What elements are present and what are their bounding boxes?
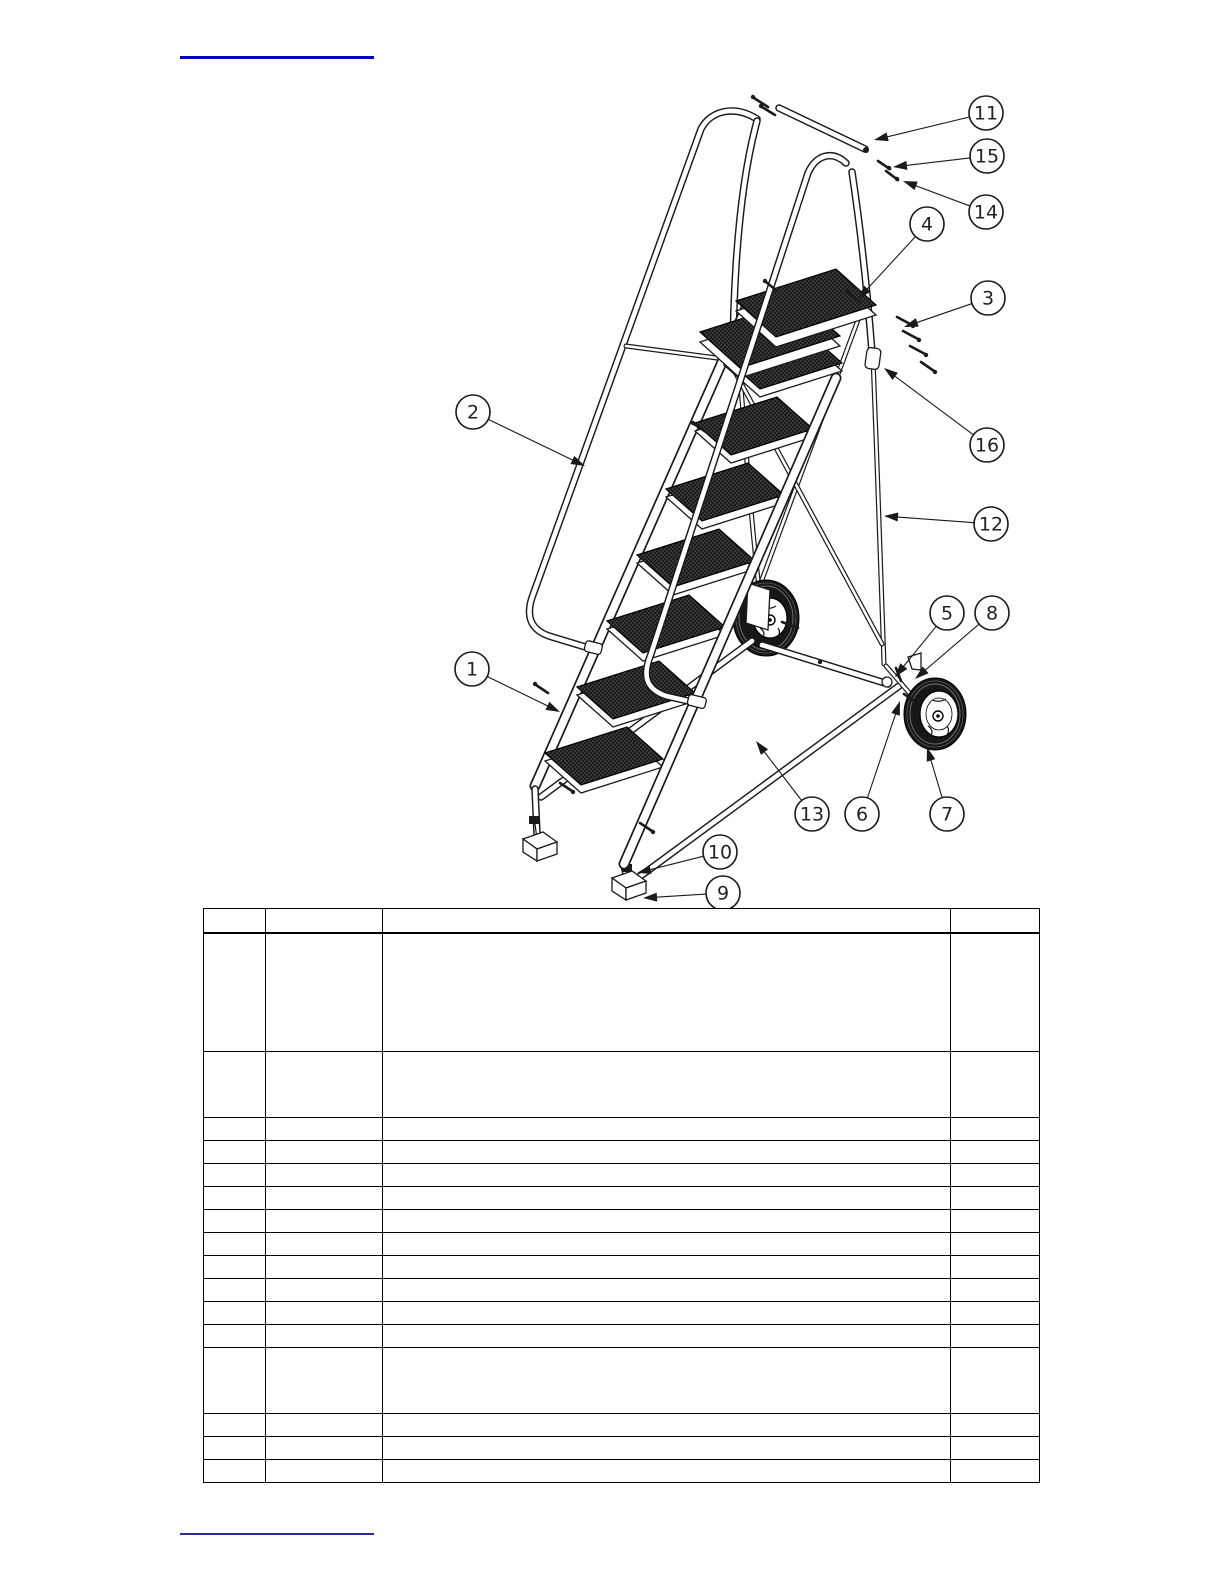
top-platform — [700, 269, 876, 378]
callout-number: 9 — [716, 882, 730, 905]
table-cell — [383, 1052, 951, 1118]
callout-7 — [927, 747, 964, 831]
callout-arrowhead — [874, 132, 889, 141]
step-tread — [666, 463, 784, 529]
callout-leader-line — [891, 373, 973, 434]
table-cell — [204, 1052, 266, 1118]
table-cell — [951, 1325, 1040, 1348]
table-cell — [204, 1348, 266, 1414]
table-header-cell — [383, 909, 951, 933]
table-row — [204, 1233, 1040, 1256]
table-row — [204, 1437, 1040, 1460]
table-cell — [383, 1187, 951, 1210]
table-cell — [266, 1164, 383, 1187]
table-cell — [204, 1437, 266, 1460]
callout-number: 16 — [974, 434, 1000, 457]
table-cell — [951, 1233, 1040, 1256]
table-cell — [266, 1302, 383, 1325]
link-underline-bottom[interactable] — [180, 1533, 374, 1535]
callout-number: 3 — [981, 287, 995, 310]
top-handrail-bar — [779, 108, 869, 153]
callout-number: 1 — [465, 658, 479, 681]
table-cell — [383, 1233, 951, 1256]
table-cell — [951, 1279, 1040, 1302]
callout-leader-line — [893, 517, 974, 523]
table-cell — [204, 1141, 266, 1164]
callout-number: 5 — [940, 602, 954, 625]
table-cell — [266, 1210, 383, 1233]
callout-leader-line — [883, 117, 970, 138]
table-cell — [266, 1052, 383, 1118]
callout-arrowhead — [637, 865, 652, 874]
wheel-bracket — [746, 583, 770, 630]
table-cell — [383, 1437, 951, 1460]
table-cell — [951, 1164, 1040, 1187]
table-cell — [951, 1141, 1040, 1164]
callout-leader-line — [902, 158, 970, 166]
table-cell — [383, 1256, 951, 1279]
callout-number: 13 — [799, 803, 825, 826]
step-treads — [545, 331, 842, 793]
table-cell — [266, 1279, 383, 1302]
axle-flag-bracket — [908, 653, 921, 670]
table-header-cell — [266, 909, 383, 933]
callout-number: 6 — [855, 803, 869, 826]
table-cell — [204, 1279, 266, 1302]
table-cell — [266, 1141, 383, 1164]
table-cell — [266, 1256, 383, 1279]
callout-arrowhead — [884, 513, 898, 522]
table-cell — [383, 1210, 951, 1233]
callout-15 — [893, 139, 1004, 173]
table-cell — [951, 1460, 1040, 1483]
table-cell — [266, 933, 383, 1052]
table-header-row — [204, 909, 1040, 933]
table-row — [204, 1302, 1040, 1325]
table-cell — [383, 1279, 951, 1302]
table-row — [204, 1052, 1040, 1118]
post-clamp-16 — [865, 347, 882, 370]
table-cell — [951, 1302, 1040, 1325]
callout-11 — [874, 96, 1003, 141]
table-row — [204, 1348, 1040, 1414]
table-cell — [951, 1256, 1040, 1279]
table-cell — [951, 1437, 1040, 1460]
table-cell — [951, 933, 1040, 1052]
callout-leader-line — [930, 756, 943, 798]
parts-table — [203, 908, 1040, 1483]
callout-arrowhead — [903, 181, 918, 190]
table-row — [204, 1256, 1040, 1279]
table-row — [204, 1210, 1040, 1233]
callout-number: 15 — [974, 145, 1000, 168]
callout-number: 7 — [940, 803, 954, 826]
callout-arrowhead — [884, 368, 898, 380]
callout-12 — [884, 507, 1008, 541]
table-cell — [383, 933, 951, 1052]
callout-leader-line — [922, 624, 979, 673]
callout-leader-line — [487, 676, 552, 708]
table-row — [204, 1279, 1040, 1302]
callout-2 — [456, 395, 585, 466]
table-cell — [951, 1414, 1040, 1437]
table-row — [204, 1325, 1040, 1348]
callout-arrowhead — [756, 741, 768, 755]
table-cell — [204, 1118, 266, 1141]
callout-number: 12 — [978, 513, 1004, 536]
table-cell — [951, 1052, 1040, 1118]
step-tread — [637, 529, 755, 595]
table-cell — [204, 1164, 266, 1187]
table-cell — [266, 1118, 383, 1141]
table-cell — [204, 1460, 266, 1483]
callout-number: 4 — [920, 213, 934, 236]
table-cell — [266, 1414, 383, 1437]
callout-leader-line — [761, 748, 801, 800]
table-cell — [204, 1210, 266, 1233]
callout-number: 10 — [707, 841, 733, 864]
table-cell — [204, 1414, 266, 1437]
callout-arrowhead — [891, 701, 900, 716]
table-cell — [266, 1437, 383, 1460]
table-cell — [951, 1118, 1040, 1141]
step-tread — [577, 661, 695, 727]
table-header-cell — [204, 909, 266, 933]
table-cell — [266, 1187, 383, 1210]
table-header-cell — [951, 909, 1040, 933]
table-cell — [383, 1118, 951, 1141]
table-cell — [383, 1348, 951, 1414]
table-cell — [951, 1210, 1040, 1233]
table-cell — [383, 1302, 951, 1325]
table-cell — [266, 1348, 383, 1414]
step-stringers — [535, 308, 746, 878]
table-row — [204, 1414, 1040, 1437]
table-cell — [383, 1164, 951, 1187]
table-cell — [951, 1187, 1040, 1210]
table-cell — [266, 1325, 383, 1348]
table-cell — [383, 1414, 951, 1437]
callout-3 — [904, 281, 1005, 327]
table-cell — [383, 1325, 951, 1348]
callout-number: 8 — [985, 602, 999, 625]
callout-arrowhead — [893, 161, 907, 170]
callout-leader-line — [913, 304, 972, 325]
foot-pad-right — [612, 864, 646, 900]
callout-1 — [455, 652, 560, 712]
table-cell — [383, 1141, 951, 1164]
callout-leader-line — [867, 710, 897, 798]
table-cell — [383, 1460, 951, 1483]
table-cell — [266, 1460, 383, 1483]
table-row — [204, 1118, 1040, 1141]
table-row — [204, 933, 1040, 1052]
callout-5 — [895, 596, 964, 677]
table-cell — [266, 1233, 383, 1256]
callout-number: 14 — [973, 201, 999, 224]
callout-9 — [643, 876, 740, 910]
table-row — [204, 1460, 1040, 1483]
table-cell — [951, 1348, 1040, 1414]
table-row — [204, 1164, 1040, 1187]
callout-4 — [858, 207, 944, 299]
table-cell — [204, 1233, 266, 1256]
table-cell — [204, 1187, 266, 1210]
callout-leader-line — [652, 894, 706, 897]
callout-number: 2 — [466, 401, 480, 424]
callout-16 — [884, 368, 1004, 462]
table-cell — [204, 933, 266, 1052]
callout-number: 11 — [973, 102, 999, 125]
table-row — [204, 1187, 1040, 1210]
table-cell — [204, 1256, 266, 1279]
callout-leader-line — [911, 184, 970, 206]
table-cell — [204, 1302, 266, 1325]
callout-arrowhead — [545, 702, 560, 712]
callout-leader-line — [864, 237, 915, 293]
table-cell — [204, 1325, 266, 1348]
rear-wheel — [896, 653, 966, 750]
table-row — [204, 1141, 1040, 1164]
callout-leader-line — [488, 419, 577, 462]
